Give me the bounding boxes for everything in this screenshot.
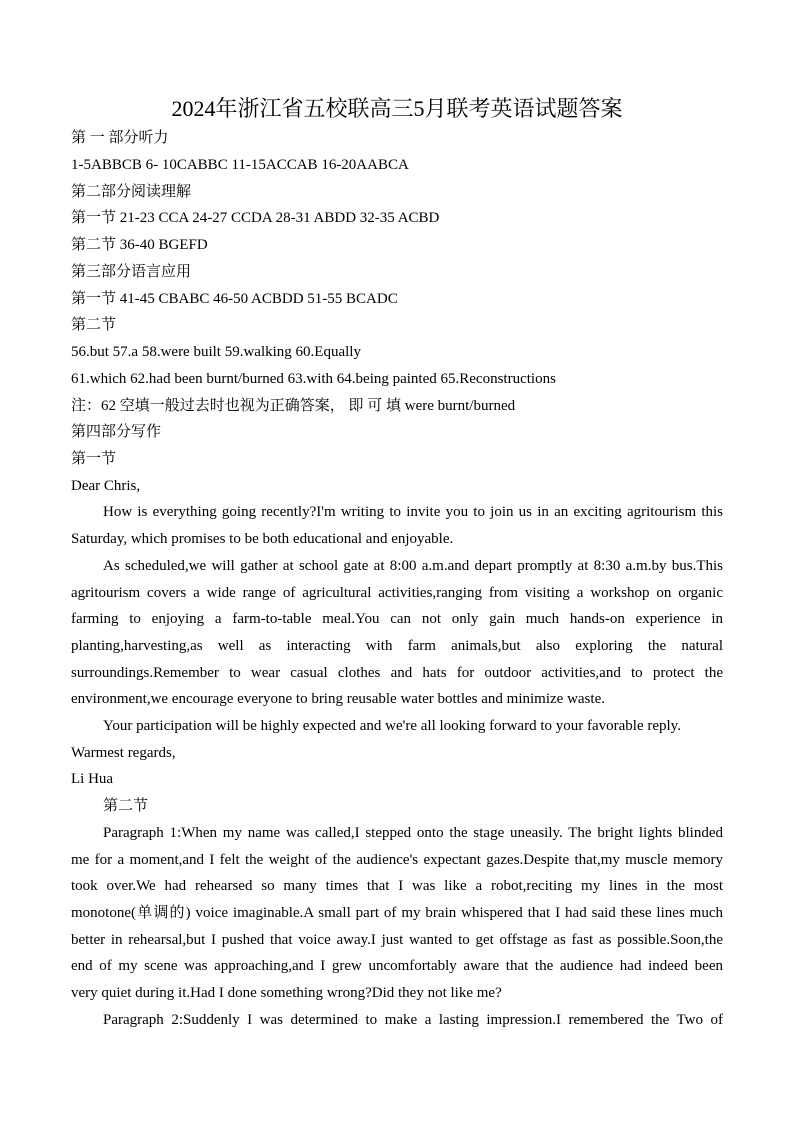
letter-paragraph2-line1: As scheduled,we will gather at school gate at 8:00 a.m.and depart promptly at 8:30 a.m.by bus.This [103, 558, 723, 574]
story-paragraph1-line3: took over.We had rehearsed so many times that I was like a robot,reciting my lines in the most [71, 878, 723, 894]
letter-paragraph3-line1: Your participation will be highly expected and we're all looking forward to your favorable reply. [103, 718, 681, 734]
letter-paragraph1-line1: How is everything going recently?I'm writing to invite you to join us in an exciting agritourism this [103, 504, 723, 520]
story-paragraph1-line5: better in rehearsal,but I pushed that voice away.I just wanted to get offstage as fast as possible.Soon,the [71, 932, 723, 948]
letter-paragraph2-line2: agritourism covers a wide range of agricultural activities,ranging from visiting a workshop on organic [71, 585, 723, 601]
letter-paragraph2-line5: surroundings.Remember to wear casual clothes and hats for outdoor activities,and to protect the [71, 665, 723, 681]
part2-heading: 第二部分阅读理解 [71, 184, 192, 200]
letter-salutation: Dear Chris, [71, 478, 141, 494]
story-paragraph1-line6: end of my scene was approaching,and I grew uncomfortably aware that the audience had indeed been [71, 958, 723, 974]
part4-section1-heading: 第一节 [71, 451, 117, 467]
document-title: 2024年浙江省五校联高三5月联考英语试题答案 [171, 96, 623, 121]
story-paragraph1-line2: me for a moment,and I felt the weight of the audience's expectant gazes.Despite that,my muscle memory [71, 852, 723, 868]
part2-section1-answers: 第一节 21-23 CCA 24-27 CCDA 28-31 ABDD 32-35 ACBD [71, 210, 440, 226]
part4-heading: 第四部分写作 [71, 424, 162, 440]
part3-section2-answers-line1: 56.but 57.a 58.were built 59.walking 60.Equally [71, 344, 361, 360]
letter-signature: Li Hua [71, 771, 114, 787]
part3-section2-answers-line2: 61.which 62.had been burnt/burned 63.with 64.being painted 65.Reconstructions [71, 371, 556, 387]
part4-section2-heading: 第二节 [103, 798, 149, 814]
story-paragraph1-line7: very quiet during it.Had I done something wrong?Did they not like me? [71, 985, 502, 1001]
letter-paragraph1-line2: Saturday, which promises to be both educational and enjoyable. [71, 531, 454, 547]
story-paragraph1-line4: monotone(单调的) voice imaginable.A small part of my brain whispered that I had said these lines much [71, 905, 723, 921]
part2-section2-answers: 第二节 36-40 BGEFD [71, 237, 208, 253]
part1-heading: 第 一 部分听力 [71, 130, 169, 146]
part3-section1-answers: 第一节 41-45 CBABC 46-50 ACBDD 51-55 BCADC [71, 291, 398, 307]
part3-heading: 第三部分语言应用 [71, 264, 192, 280]
part1-answers: 1-5ABBCB 6- 10CABBC 11-15ACCAB 16-20AABCA [71, 157, 409, 173]
story-paragraph1-line1: Paragraph 1:When my name was called,I stepped onto the stage uneasily. The bright lights blinded [103, 825, 723, 841]
letter-paragraph2-line3: farming to enjoying a farm-to-table meal.You can not only gain much hands-on experience in [71, 611, 723, 627]
letter-paragraph2-line6: environment,we encourage everyone to bring reusable water bottles and minimize waste. [71, 691, 605, 707]
letter-closing: Warmest regards, [71, 745, 176, 761]
part3-section2-heading: 第二节 [71, 317, 117, 333]
letter-paragraph2-line4: planting,harvesting,as well as interacting with farm animals,but also exploring the natural [71, 638, 723, 654]
answer-note: 注：62 空填一般过去时也视为正确答案， 即 可 填 were burnt/burned [71, 398, 516, 414]
story-paragraph2-line1: Paragraph 2:Suddenly I was determined to make a lasting impression.I remembered the Two of [103, 1012, 723, 1028]
